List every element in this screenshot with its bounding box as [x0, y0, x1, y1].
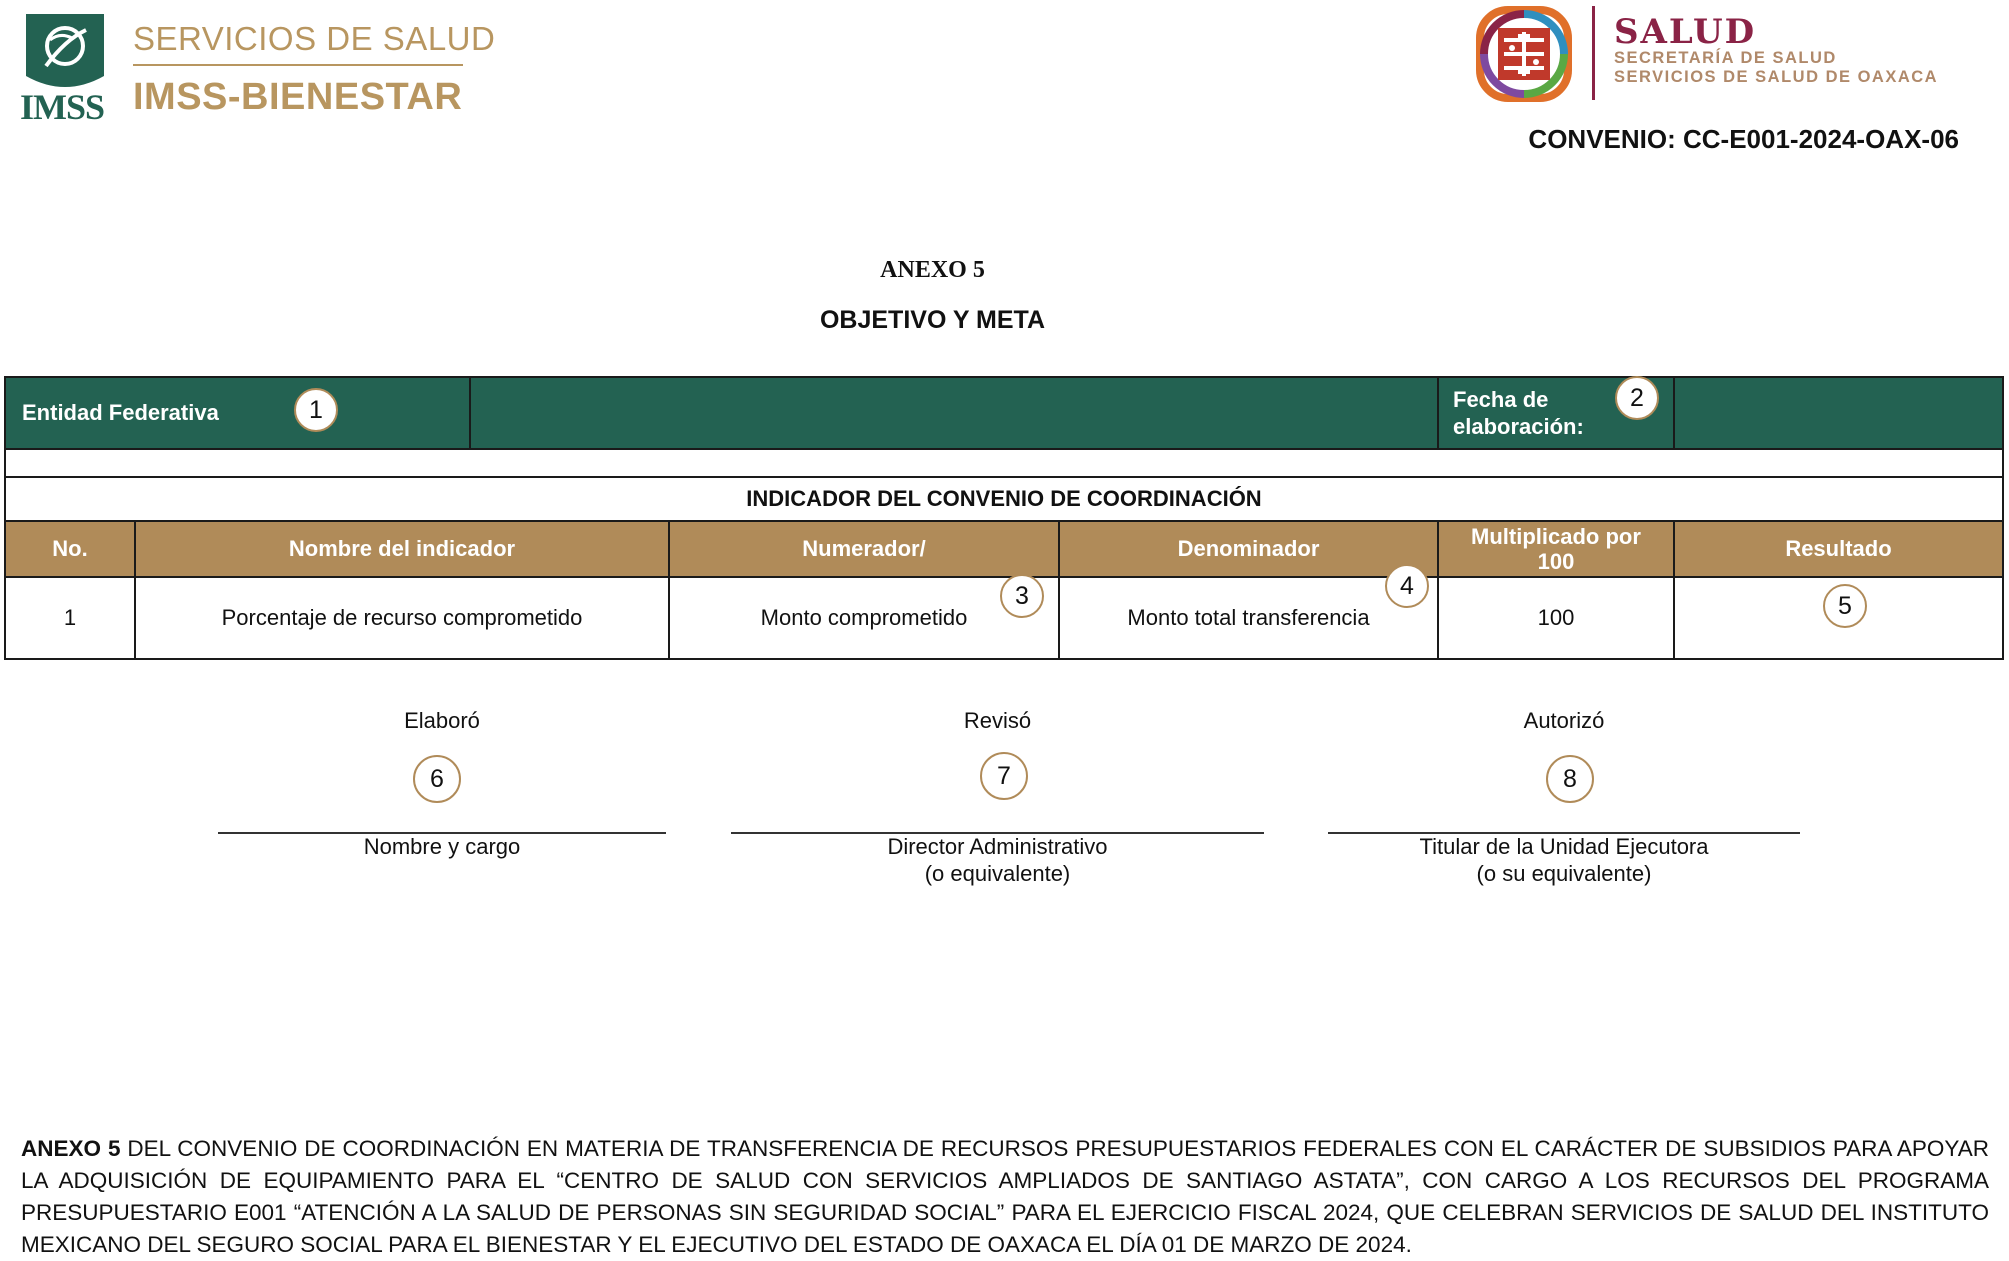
signature-role-reviso: Revisó: [963, 708, 1032, 733]
signature-caption-elaboro: Nombre y cargo: [363, 834, 521, 859]
col-header-result: Resultado: [1673, 522, 2002, 576]
cell-indicator-name: Porcentaje de recurso comprometido: [134, 578, 668, 658]
signature-role-autorizo: Autorizó: [1523, 708, 1605, 733]
denominator-text: Monto total transferencia: [1127, 605, 1370, 630]
spacer-row: [4, 448, 2004, 478]
signature-caption-reviso-2: (o equivalente): [924, 861, 1071, 886]
marker-8: 8: [1546, 755, 1594, 803]
date-value-cell[interactable]: [1673, 378, 2002, 448]
cell-denominator: [1058, 571, 1437, 658]
table-row: [4, 571, 2004, 660]
marker-7: 7: [980, 752, 1028, 800]
date-label-cell: [1437, 378, 1673, 448]
section-title-row: [4, 478, 2004, 520]
signature-caption-reviso: Director Administrativo: [887, 834, 1108, 859]
signature-caption-autorizo-2: (o su equivalente): [1476, 861, 1652, 886]
imss-wordmark: IMSS: [20, 87, 105, 127]
marker-5: 5: [1823, 584, 1867, 628]
numerator-text: Monto comprometido: [760, 605, 968, 630]
col-header-name: Nombre del indicador: [134, 522, 668, 576]
salud-logo-sub1: SECRETARÍA DE SALUD: [1614, 49, 1837, 67]
cell-numerator: [668, 578, 1058, 658]
footer-legal-text: [21, 1133, 1989, 1261]
marker-3: 3: [1000, 574, 1044, 618]
annex-title: ANEXO 5: [880, 257, 985, 283]
oaxaca-emblem-logo: [1476, 6, 1572, 102]
salud-logo-sub2: SERVICIOS DE SALUD DE OAXACA: [1614, 68, 1939, 86]
footer-body: DEL CONVENIO DE COORDINACIÓN EN MATERIA DE TRANSFERENCIA DE RECURSOS PRESUPUESTARIOS FEDERALES CON EL CARÁCTER DE SUBSIDIOS PARA APOYAR LA ADQUISICIÓN DE EQUIPAMIENTO PARA EL “CENTRO DE SALUD CON SERVICIOS AMPLIADOS DE SANTIAGO ASTATA”, CON CARGO A LOS RECURSOS DEL PROGRAMA PRESUPUESTARIO E001 “ATENCIÓN A LA SALUD DE PERSONAS SIN SEGURIDAD SOCIAL” PARA EL EJERCICIO FISCAL 2024, QUE CELEBRAN SERVICIOS DE SALUD DEL INSTITUTO MEXICANO DEL SEGURO SOCIAL PARA EL BIENESTAR Y EL EJECUTIVO DEL ESTADO DE OAXACA EL DÍA 01 DE MARZO DE 2024.: [21, 1136, 1990, 1257]
entity-row: [4, 376, 2004, 450]
imss-logo-rule: [133, 64, 463, 66]
imss-logo: [20, 10, 110, 125]
imss-logo-line1: SERVICIOS DE SALUD: [133, 20, 496, 57]
col-header-denominator: Denominador: [1058, 522, 1437, 576]
imss-logo-line2: IMSS-BIENESTAR: [133, 76, 463, 118]
marker-4: 4: [1385, 564, 1429, 608]
entity-label: Entidad Federativa: [22, 400, 219, 425]
col-header-numerator: Numerador/: [668, 522, 1058, 576]
marker-1: 1: [294, 388, 338, 432]
cell-multiplied: 100: [1437, 578, 1673, 658]
section-title: INDICADOR DEL CONVENIO DE COORDINACIÓN: [746, 486, 1262, 511]
salud-logo-title: SALUD: [1614, 12, 1757, 52]
marker-6: 6: [413, 755, 461, 803]
footer-lead: ANEXO 5: [21, 1136, 121, 1161]
column-header-row: [4, 520, 2004, 578]
col-header-no: No.: [6, 522, 134, 576]
marker-2: 2: [1615, 376, 1659, 420]
entity-label-cell: [6, 378, 469, 448]
salud-divider: [1592, 6, 1595, 100]
entity-value-cell[interactable]: [469, 378, 1437, 448]
annex-subtitle: OBJETIVO Y META: [819, 306, 1046, 334]
date-label: Fecha de elaboración:: [1453, 387, 1584, 439]
col-header-multiplied: Multiplicado por 100: [1437, 522, 1673, 576]
convenio-number: CONVENIO: CC-E001-2024-OAX-06: [1528, 124, 1959, 154]
cell-no: 1: [63, 605, 77, 630]
signature-role-elaboro: Elaboró: [404, 708, 480, 733]
cell-result[interactable]: [1673, 578, 2002, 658]
signature-caption-autorizo: Titular de la Unidad Ejecutora: [1419, 834, 1709, 859]
